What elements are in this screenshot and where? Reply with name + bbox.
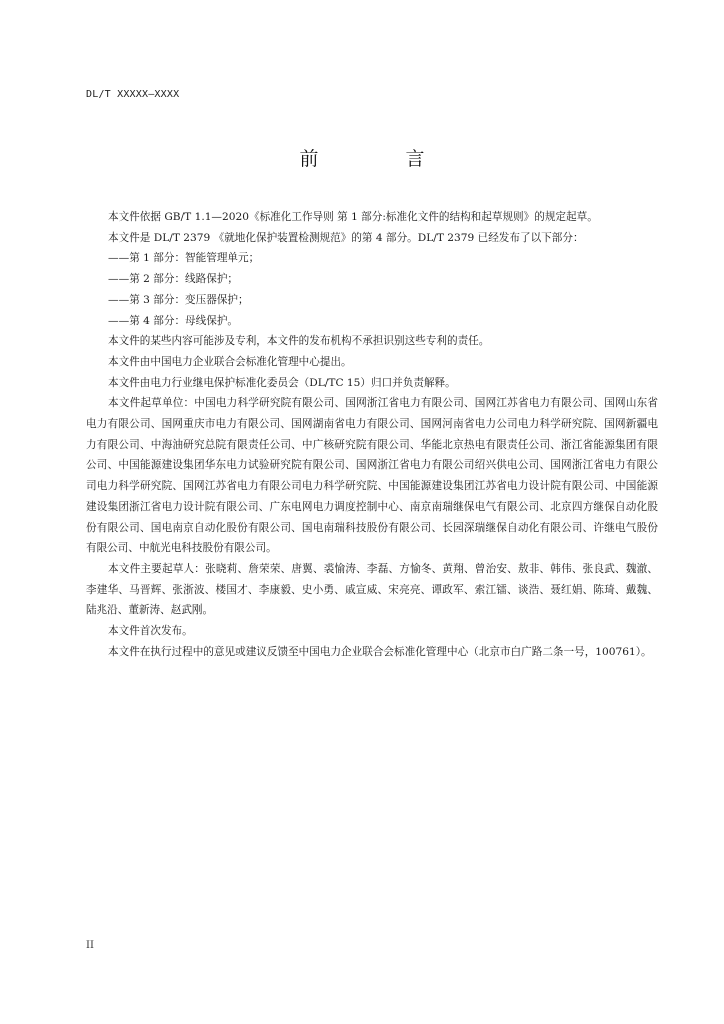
page-number: II [86,940,94,951]
foreword-body [86,207,658,662]
page-title: 前 言 [299,148,459,170]
paragraph-proposer: 本文件由中国电力企业联合会标准化管理中心提出。 [108,355,352,368]
list-item-part-3: ——第 3 部分：变压器保护； [108,293,249,306]
paragraph-drafting-units: 本文件起草单位：中国电力科学研究院有限公司、国网浙江省电力有限公司、国网江苏省电力有限公司、国网山东省电力有限公司、国网重庆市电力有限公司、国网湖南省电力有限公司、国网河南省电力公司电力科学研究院、国网新疆电力有限公司、中海油研究总院有限责任公司、中广核研究院有限公司、华能北京热电有限责任公司、浙江省能源集团有限公司、中国能源建设集团华东电力试验研究院有限公司、国网浙江省电力有限公司绍兴供电公司、国网浙江省电力有限公司电力科学研究院、国网江苏省电力有限公司电力科学研究院、中国能源建设集团江苏省电力设计院有限公司、中国能源建设集团浙江省电力设计院有限公司、广东电网电力调度控制中心、南京南瑞继保电气有限公司、北京四方继保自动化股份有限公司、国电南京自动化股份有限公司、国电南瑞科技股份有限公司、长园深瑞继保自动化有限公司、许继电气股份有限公司、中航光电科技股份有限公司。 [86,397,658,555]
paragraph-basis: 本文件依据 GB/T 1.1—2020《标准化工作导则 第 1 部分:标准化文件的结构和起草规则》的规定起草。 [108,211,598,223]
paragraph-first-release: 本文件首次发布。 [108,625,193,638]
list-item-part-1: ——第 1 部分：智能管理单元； [108,252,260,265]
paragraph-centralized: 本文件由电力行业继电保护标准化委员会（DL/TC 15）归口并负责解释。 [108,376,456,389]
paragraph-part-info: 本文件是 DL/T 2379 《就地化保护装置检测规范》的第 4 部分。DL/T 2379 已经发布了以下部分： [108,231,584,244]
list-item-part-2: ——第 2 部分：线路保护； [108,273,239,286]
paragraph-patent: 本文件的某些内容可能涉及专利，本文件的发布机构不承担识别这些专利的责任。 [108,335,490,348]
paragraph-feedback: 本文件在执行过程中的意见或建议反馈至中国电力企业联合会标准化管理中心（北京市白广路二条一号，100761）。 [108,645,652,658]
paragraph-drafters: 本文件主要起草人：张晓莉、詹荣荣、唐翼、裘愉涛、李磊、方愉冬、黄翔、曾治安、敖非、韩伟、张良武、魏澈、李建华、马晋辉、张浙波、楼国才、李康毅、史小勇、戚宣威、宋亮亮、谭政军、索江镭、谈浩、聂红娟、陈琦、戴魏、陆兆沿、董新涛、赵武刚。 [86,562,658,617]
list-item-part-4: ——第 4 部分：母线保护。 [108,314,239,327]
document-code: DL/T XXXXX—XXXX [86,89,180,100]
